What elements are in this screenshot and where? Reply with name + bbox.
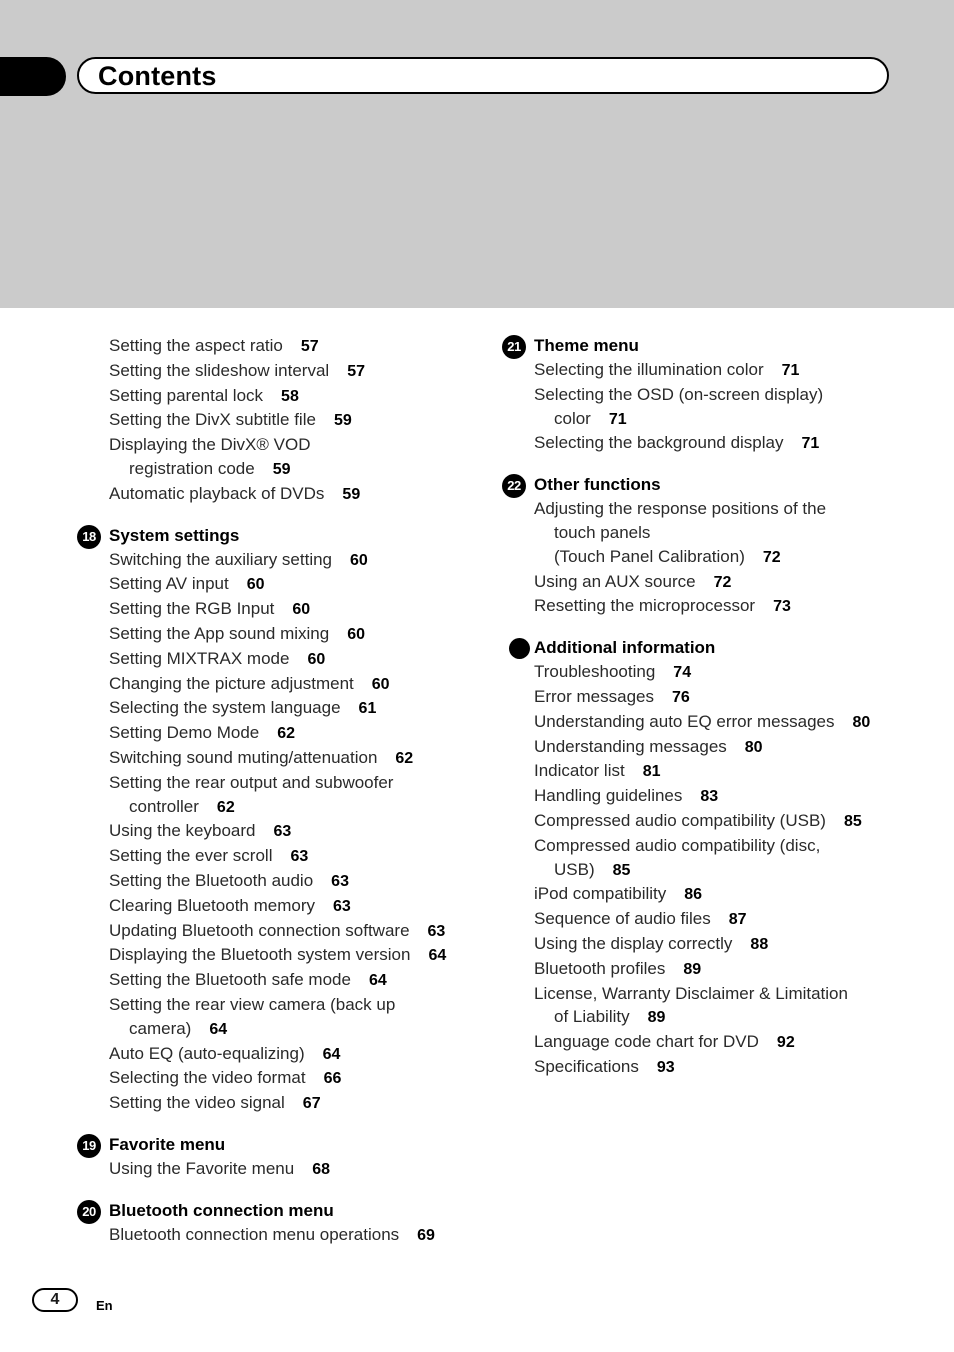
entry-page-number: 63 bbox=[331, 872, 349, 890]
entry-page-number: 63 bbox=[427, 922, 446, 940]
entry-title: Selecting the illumination color bbox=[534, 360, 764, 379]
left-column bbox=[76, 334, 476, 1265]
entry-title: Automatic playback of DVDs bbox=[109, 483, 325, 503]
entry-page-number: 59 bbox=[342, 485, 361, 503]
toc-entry[interactable] bbox=[76, 844, 476, 869]
entry-title: Switching the auxiliary setting bbox=[109, 549, 333, 569]
entry-title: Error messages bbox=[534, 686, 654, 706]
page-title: Contents bbox=[98, 61, 217, 91]
entry-title: Selecting the OSD (on-screen display) color bbox=[534, 384, 824, 428]
entry-page-number: 67 bbox=[302, 1095, 321, 1113]
entry-page-number: 60 bbox=[246, 576, 265, 594]
entry-title: Bluetooth profiles bbox=[534, 958, 666, 978]
toc-entry[interactable] bbox=[76, 433, 476, 482]
toc-entry[interactable] bbox=[76, 721, 476, 746]
toc-entry[interactable] bbox=[501, 710, 901, 735]
section-title: System settings bbox=[109, 525, 240, 545]
entry-page-number: 85 bbox=[843, 812, 862, 830]
toc-section bbox=[76, 1199, 476, 1248]
entry-page-number: 59 bbox=[272, 460, 291, 478]
toc-entry[interactable] bbox=[501, 594, 901, 619]
entry-page-number: 62 bbox=[277, 725, 296, 743]
entry-title: Setting the rear view camera (back up camera) bbox=[109, 994, 396, 1038]
entry-title: Setting the Bluetooth safe mode bbox=[109, 970, 351, 990]
entry-title: Switching sound muting/attenuation bbox=[109, 747, 378, 767]
entry-title: Setting the ever scroll bbox=[109, 846, 273, 866]
entry-title: Changing the picture adjustment bbox=[109, 673, 354, 693]
section-title: Favorite menu bbox=[109, 1134, 226, 1154]
entry-title: Setting MIXTRAX mode bbox=[109, 648, 290, 668]
toc-entry[interactable] bbox=[501, 907, 901, 932]
section-heading[interactable] bbox=[501, 334, 901, 358]
toc-entry[interactable] bbox=[76, 672, 476, 697]
section-heading[interactable] bbox=[501, 473, 901, 497]
entry-title: Using the Favorite menu bbox=[109, 1158, 295, 1178]
entry-page-number: 63 bbox=[273, 823, 292, 841]
toc-section bbox=[501, 473, 901, 619]
toc-section bbox=[76, 1133, 476, 1182]
entry-page-number: 59 bbox=[333, 412, 352, 430]
toc-entry[interactable] bbox=[76, 1066, 476, 1091]
entry-page-number: 74 bbox=[673, 664, 692, 682]
entry-title: iPod compatibility bbox=[534, 884, 667, 904]
header-tab bbox=[0, 57, 66, 96]
toc-entry[interactable] bbox=[76, 746, 476, 771]
entry-page-number: 85 bbox=[612, 861, 631, 879]
entry-page-number: 63 bbox=[290, 848, 309, 866]
language-label: En bbox=[96, 1298, 113, 1313]
toc-entry[interactable] bbox=[76, 894, 476, 919]
toc-entry[interactable] bbox=[501, 358, 901, 383]
entry-title: Setting Demo Mode bbox=[109, 723, 260, 743]
entry-title: Displaying the DivX® VOD registration code bbox=[109, 435, 311, 478]
toc-entry[interactable] bbox=[76, 334, 476, 359]
toc-entry[interactable] bbox=[76, 919, 476, 944]
entry-title: License, Warranty Disclaimer & Limitation of Liability bbox=[534, 983, 848, 1027]
toc-entry[interactable] bbox=[501, 1055, 901, 1080]
toc-entry[interactable] bbox=[501, 882, 901, 907]
entry-page-number: 68 bbox=[312, 1160, 330, 1178]
entry-title: Troubleshooting bbox=[534, 662, 656, 682]
entry-title: Compressed audio compatibility (disc, USB) bbox=[534, 835, 821, 879]
toc-section bbox=[76, 334, 476, 507]
right-column bbox=[501, 334, 901, 1097]
toc-entry[interactable] bbox=[501, 982, 901, 1031]
toc-entry[interactable] bbox=[76, 1223, 476, 1248]
entry-title: Setting the DivX subtitle file bbox=[109, 410, 316, 430]
entry-page-number: 61 bbox=[358, 700, 377, 718]
toc-entry[interactable] bbox=[501, 784, 901, 809]
toc-entry[interactable] bbox=[501, 497, 901, 569]
entry-title: Setting the RGB Input bbox=[109, 599, 275, 619]
toc-entry[interactable] bbox=[76, 622, 476, 647]
entry-page-number: 63 bbox=[332, 897, 351, 915]
entry-title: Setting parental lock bbox=[109, 385, 264, 405]
toc-entry[interactable] bbox=[501, 1030, 901, 1055]
entry-title: Setting AV input bbox=[109, 574, 229, 594]
entry-page-number: 66 bbox=[323, 1070, 342, 1088]
entry-page-number: 71 bbox=[801, 435, 820, 453]
toc-entry[interactable] bbox=[76, 1042, 476, 1067]
entry-page-number: 60 bbox=[350, 551, 368, 569]
toc-entry[interactable] bbox=[76, 1091, 476, 1116]
header-band bbox=[0, 0, 954, 308]
toc-entry[interactable] bbox=[76, 869, 476, 894]
entry-page-number: 60 bbox=[347, 625, 365, 643]
entry-title: Understanding messages bbox=[534, 736, 727, 756]
toc-entry[interactable] bbox=[76, 597, 476, 622]
entry-page-number: 62 bbox=[395, 749, 414, 767]
section-heading[interactable] bbox=[76, 1199, 476, 1223]
entry-page-number: 57 bbox=[300, 338, 319, 355]
entry-title: Selecting the system language bbox=[109, 698, 341, 718]
entry-page-number: 64 bbox=[428, 947, 447, 965]
entry-page-number: 58 bbox=[281, 387, 299, 405]
entry-page-number: 83 bbox=[700, 788, 719, 806]
entry-title: Using an AUX source bbox=[534, 571, 696, 591]
entry-page-number: 60 bbox=[307, 650, 326, 668]
toc-section bbox=[501, 334, 901, 456]
toc-entry[interactable] bbox=[76, 482, 476, 507]
toc-entry[interactable] bbox=[501, 809, 901, 834]
section-title: Other functions bbox=[534, 475, 661, 495]
entry-title: Using the display correctly bbox=[534, 933, 733, 953]
entry-page-number: 88 bbox=[750, 935, 769, 953]
toc-entry[interactable] bbox=[501, 383, 901, 432]
entry-title: Indicator list bbox=[534, 761, 625, 781]
toc-section bbox=[501, 636, 901, 1080]
entry-title: Handling guidelines bbox=[534, 786, 683, 806]
toc-entry[interactable] bbox=[76, 572, 476, 597]
section-title: Additional information bbox=[534, 638, 716, 658]
toc-entry[interactable] bbox=[501, 957, 901, 982]
chapter-number-badge: 19 bbox=[77, 1134, 101, 1158]
entry-title: Setting the slideshow interval bbox=[109, 360, 330, 380]
entry-page-number: 72 bbox=[762, 548, 781, 566]
entry-page-number: 89 bbox=[647, 1009, 666, 1027]
entry-title: Displaying the Bluetooth system version bbox=[109, 945, 411, 965]
toc-entry[interactable] bbox=[76, 548, 476, 573]
toc-entry[interactable] bbox=[501, 431, 901, 456]
chapter-number-badge: 18 bbox=[77, 525, 101, 549]
entry-page-number: 62 bbox=[216, 798, 235, 816]
entry-title: Updating Bluetooth connection software bbox=[109, 920, 410, 940]
section-title: Theme menu bbox=[534, 336, 639, 355]
entry-page-number: 57 bbox=[347, 362, 365, 380]
entry-page-number: 93 bbox=[656, 1058, 675, 1076]
toc-entry[interactable] bbox=[76, 359, 476, 384]
entry-title: Resetting the microprocessor bbox=[534, 596, 756, 616]
toc-entry[interactable] bbox=[501, 735, 901, 760]
section-heading[interactable] bbox=[76, 1133, 476, 1157]
entry-page-number: 69 bbox=[417, 1226, 435, 1244]
entry-page-number: 73 bbox=[773, 598, 791, 616]
toc-entry[interactable] bbox=[501, 932, 901, 957]
entry-title: Understanding auto EQ error messages bbox=[534, 711, 835, 731]
entry-page-number: 86 bbox=[684, 886, 703, 904]
entry-title: Clearing Bluetooth memory bbox=[109, 895, 315, 915]
entry-title: Setting the aspect ratio bbox=[109, 336, 283, 355]
toc-entry[interactable] bbox=[76, 819, 476, 844]
chapter-number-badge: 22 bbox=[502, 474, 526, 498]
toc-entry[interactable] bbox=[76, 696, 476, 721]
toc-entry[interactable] bbox=[76, 647, 476, 672]
toc-section bbox=[76, 524, 476, 1116]
entry-title: Bluetooth connection menu operations bbox=[109, 1224, 400, 1244]
entry-title: Setting the rear output and subwoofer controller bbox=[109, 772, 394, 816]
chapter-number-badge: 21 bbox=[502, 335, 526, 359]
entry-page-number: 64 bbox=[209, 1020, 228, 1038]
entry-page-number: 72 bbox=[713, 573, 732, 591]
toc-entry[interactable] bbox=[76, 384, 476, 409]
toc-entry[interactable] bbox=[76, 1157, 476, 1182]
entry-title: Sequence of audio files bbox=[534, 909, 711, 929]
toc-entry[interactable] bbox=[76, 408, 476, 433]
section-heading[interactable] bbox=[501, 636, 901, 660]
toc-entry[interactable] bbox=[76, 968, 476, 993]
entry-title: Adjusting the response positions of the touch panels (Touch Panel Calibration) bbox=[534, 499, 827, 566]
entry-page-number: 87 bbox=[728, 911, 747, 929]
entry-title: Specifications bbox=[534, 1056, 639, 1076]
entry-page-number: 81 bbox=[642, 763, 661, 781]
entry-page-number: 60 bbox=[292, 601, 311, 619]
section-heading[interactable] bbox=[76, 524, 476, 548]
entry-title: Setting the Bluetooth audio bbox=[109, 870, 314, 890]
entry-page-number: 89 bbox=[683, 960, 702, 978]
toc-entry[interactable] bbox=[76, 943, 476, 968]
toc-entry[interactable] bbox=[76, 771, 476, 820]
entry-page-number: 64 bbox=[368, 972, 387, 990]
entry-page-number: 80 bbox=[744, 738, 763, 756]
toc-entry[interactable] bbox=[501, 570, 901, 595]
section-title: Bluetooth connection menu bbox=[109, 1200, 334, 1220]
entry-title: Setting the video signal bbox=[109, 1093, 285, 1113]
entry-page-number: 71 bbox=[608, 410, 627, 428]
entry-title: Using the keyboard bbox=[109, 821, 256, 841]
chapter-number-badge: 20 bbox=[77, 1200, 101, 1224]
entry-title: Language code chart for DVD bbox=[534, 1032, 759, 1052]
entry-page-number: 80 bbox=[852, 713, 871, 731]
toc-entry[interactable] bbox=[501, 834, 901, 883]
entry-page-number: 76 bbox=[671, 688, 690, 706]
entry-page-number: 71 bbox=[781, 362, 800, 379]
toc-entry[interactable] bbox=[501, 660, 901, 685]
entry-title: Selecting the video format bbox=[109, 1068, 306, 1088]
entry-page-number: 92 bbox=[776, 1034, 795, 1052]
entry-page-number: 64 bbox=[322, 1045, 341, 1063]
entry-title: Compressed audio compatibility (USB) bbox=[534, 810, 826, 830]
page-number: 4 bbox=[32, 1288, 78, 1312]
entry-title: Auto EQ (auto-equalizing) bbox=[109, 1043, 305, 1063]
entry-title: Selecting the background display bbox=[534, 433, 784, 453]
entry-title: Setting the App sound mixing bbox=[109, 623, 330, 643]
entry-page-number: 60 bbox=[371, 675, 390, 693]
chapter-number-badge bbox=[509, 638, 530, 659]
title-box bbox=[77, 57, 889, 94]
toc-entry[interactable] bbox=[501, 685, 901, 710]
toc-entry[interactable] bbox=[76, 993, 476, 1042]
toc-entry[interactable] bbox=[501, 759, 901, 784]
